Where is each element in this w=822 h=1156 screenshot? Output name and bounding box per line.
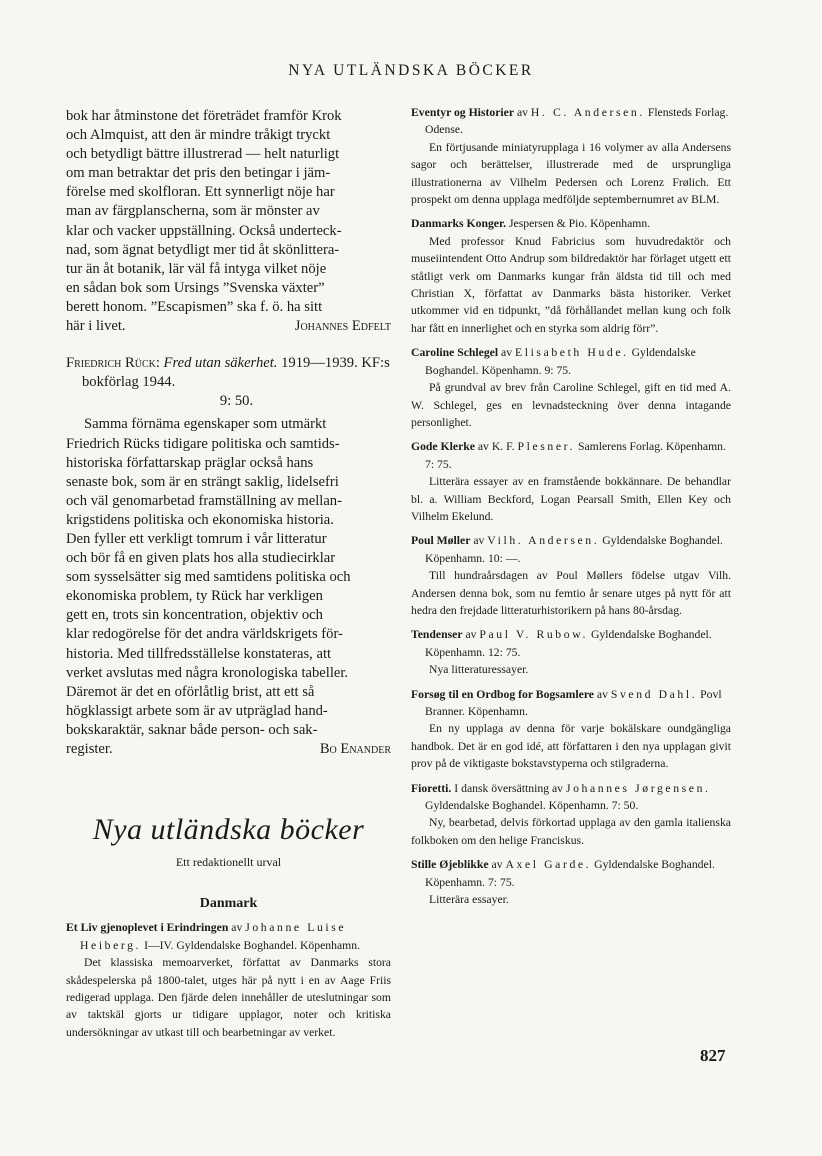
entry-publisher: Gyldendalske Boghandel. Köpenhamn. 7: 75. [425, 858, 715, 889]
book-entry [411, 856, 731, 908]
entry-title: Eventyr og Historier [411, 106, 515, 119]
entry-title: Et Liv gjenoplevet i Erindringen [66, 921, 229, 935]
entry-description: Till hundraårsdagen av Poul Møllers födelse utgav Vilh. Andersen denna bok, som nu femtio år senare utges på nytt för att hedra den frejdade litteraturhistorikern på hans 80-årsdag. [411, 569, 731, 617]
text-line: ekonomiska problem, ty Rück har verkligen [66, 588, 323, 605]
reviewer-signature: Bo Enander [319, 741, 391, 757]
text-line: förelse med skolfloran. Ett synnerligt nöje har [66, 184, 335, 201]
entry-by: av [516, 106, 528, 119]
text-line: en sådan bok som Ursings ”Svenska växter” [66, 279, 325, 296]
text-line: register. [66, 741, 113, 757]
country-heading: Danmark [199, 896, 258, 912]
entry-by: av [465, 628, 477, 642]
review-rueck-heading: Friedrich Rück: Fred utan säkerhet. 1919—1939. KF:s bokförlag 1944. 9: 50. [66, 354, 391, 411]
entry-description: Ny, bearbetad, delvis förkortad upplaga av den gamla italienska folkboken om den helige Franciskus. [411, 816, 731, 847]
entry-author: Plesner. [517, 440, 576, 454]
text-line: klar och vacker uppställning. Också underteck- [66, 222, 342, 239]
entry-title: Fioretti. [411, 781, 452, 795]
text-line: och betydligt bättre illustrerad — helt naturligt [66, 146, 340, 163]
reviewer-signature: Johannes Edfelt [294, 318, 391, 335]
entry-publisher: Gyldendalske Boghandel. Köpenhamn. 9: 75. [425, 346, 696, 377]
entry-by: av [473, 534, 485, 548]
text-line: tur än åt botanik, lär väl få intyga vilket nöje [66, 260, 327, 277]
entry-by: I dansk översättning av [454, 781, 564, 795]
text-line: gett en, trots sin koncentration, objektiv och [66, 607, 323, 624]
entry-publisher: Samlerens Forlag. Köpenhamn. 7: 75. [425, 440, 726, 471]
text-line: krigstidens politiska och ekonomiska historia. [66, 511, 334, 528]
entry-heading [411, 780, 731, 815]
book-title: Fred utan säkerhet. [163, 355, 278, 372]
book-entry [411, 344, 731, 431]
text-line: man av färgplanscherna, som är mönster av [66, 203, 320, 220]
review-rueck-text [66, 415, 391, 759]
entry-heading [411, 438, 731, 473]
entry-publisher: Gyldendalske Boghandel. Köpenhamn. 12: 75. [425, 628, 712, 659]
book-entry [411, 104, 731, 208]
text-line: Friedrich Rücks tidigare politiska och samtids- [66, 435, 340, 452]
book-author: Friedrich Rück [66, 355, 156, 372]
entry-title: Stille Øjeblikke [411, 858, 489, 872]
entry-author: Paul V. Rubow. [479, 628, 589, 642]
entry-title: Poul Møller [411, 534, 471, 548]
text-line: Samma förnäma egenskaper som utmärkt [84, 416, 327, 433]
left-column [66, 107, 391, 1048]
entry-title: Gode Klerke [411, 440, 475, 454]
text-line: klar redogörelse för det andra världskrigets för- [66, 626, 343, 643]
entry-heading [411, 104, 731, 139]
signature-row [66, 317, 391, 336]
text-line: högklassigt arbete som är av utpräglad hand- [66, 702, 328, 719]
entry-heading [411, 344, 731, 379]
entry-author: H. C. Andersen. [530, 106, 645, 119]
section-title: Nya utländska böcker [92, 813, 365, 847]
entry-by: av [596, 687, 608, 701]
book-entry [411, 438, 731, 525]
entry-publisher: Povl Branner. Köpenhamn. [425, 687, 722, 718]
entry-heading [411, 856, 731, 891]
running-head: NYA UTLÄNDSKA BÖCKER [288, 62, 534, 79]
entry-description: Med professor Knud Fabricius som huvudredaktör och museiintendent Otto Andrup som bildredaktör har förlaget utgett ett ståtligt verk om Danmarks kungar från äldsta tid till och med Christian X, författat av Danmarks bästa historiker. Verket utkommer vid en tidpunkt, ”då förhållandet mellan kung och folk har fått en innerlighet och en styrka som aldrig förr”. [411, 234, 731, 335]
text-line: Däremot är det en oförlåtlig brist, att ett så [66, 683, 315, 700]
text-line: historiska författarskap präglar också hans [66, 454, 314, 471]
text-line: och väl genomarbetad framställning av mellan- [66, 492, 342, 509]
entry-author: Elisabeth Hude. [514, 346, 629, 360]
text-line: historia. Med tillfredsställelse konstateras, att [66, 645, 332, 662]
entry-author: Vilh. Andersen. [487, 534, 600, 548]
entry-description: Litterära essayer. [429, 893, 509, 907]
entry-publisher: Gyldendalske Boghandel. Köpenhamn. 10: —. [425, 534, 723, 565]
entry-description: Nya litteraturessayer. [429, 663, 529, 677]
text-line: berett honom. ”Escapismen” ska f. ö. ha sitt [66, 298, 323, 315]
entry-title: Tendenser [411, 628, 463, 642]
book-entry [66, 919, 391, 1041]
text-line: här i livet. [66, 318, 126, 335]
entry-title: Caroline Schlegel [411, 346, 499, 360]
entry-publisher: Flensteds Forlag. Odense. [425, 106, 729, 137]
entry-by: av [501, 346, 513, 360]
book-entry [411, 686, 731, 773]
entry-publisher: Gyldendalske Boghandel. Köpenhamn. 7: 50. [425, 799, 639, 813]
entry-title: Forsøg til en Ordbog for Bogsamlere [411, 687, 594, 701]
entry-heading [411, 215, 731, 232]
book-entry [411, 780, 731, 850]
text-line: och Almquist, att den är mindre tråkigt tryckt [66, 127, 331, 144]
entry-heading [66, 919, 391, 954]
entry-description: På grundval av brev från Caroline Schlegel, gift en tid med A. W. Schlegel, ges en levnadsteckning över denna intagande personlighet. [411, 381, 731, 429]
entry-author: Axel Garde. [505, 858, 592, 872]
text-line: Den fyller ett verkligt tomrum i vår litteratur [66, 530, 327, 547]
entry-author: Johanne Luise Heiberg. [80, 921, 347, 952]
entry-heading [411, 626, 731, 661]
entry-by: av [491, 858, 503, 872]
text-line: bokskaraktär, saknar både person- och sak- [66, 721, 318, 738]
book-years: 1919—1939. [281, 355, 358, 372]
entry-author: Johannes Jørgensen. [565, 781, 711, 795]
entry-description: En ny upplaga av denna för varje bokälskare oundgängliga handbok. Det är en god idé, att författaren i den nya upplagan givit prov på de viktigaste bokstavstyperna och stilgraderna. [411, 722, 731, 771]
text-line: senaste bok, som är en strängt saklig, lidelsefri [66, 473, 339, 490]
text-line: om man betraktar det pris den betingar i jäm- [66, 165, 331, 182]
entry-author: Svend Dahl. [610, 687, 698, 701]
text-line: och bör få en given plats hos alla studiecirklar [66, 550, 336, 567]
entry-by: av [231, 921, 243, 935]
entry-description: En förtjusande miniatyrupplaga i 16 volymer av alla Andersens sagor och berättelser, illustrerade med de ursprungliga illustrationerna av Vilhelm Pedersen och Lorenz Frølich. Ett prospekt om denna upplaga medföljde septembernumret av BLM. [411, 140, 731, 207]
text-line: bok har åtminstone det företrädet framför Krok [66, 108, 342, 124]
review-edfelt-text [66, 107, 391, 336]
text-line: verket avslutas med några kronologiska tabeller. [66, 664, 349, 681]
book-entry [411, 215, 731, 337]
page-number: 827 [700, 1046, 726, 1065]
entry-description: Litterära essayer av en framstående bokkännare. De behandlar bl. a. William Beckford, Logan Pearsall Smith, Ellen Key och Vilhelm Ekelund. [411, 475, 731, 523]
entry-publisher: I—IV. Gyldendalske Boghandel. Köpenhamn. [144, 938, 361, 952]
book-publisher: KF:s bokförlag 1944. [82, 355, 390, 391]
entry-heading [411, 532, 731, 567]
book-entry [411, 532, 731, 619]
text-line: nad, som ägnat betydligt mer tid åt skönlittera- [66, 241, 340, 258]
entry-by: av K. F. [477, 440, 515, 454]
book-price: 9: 50. [219, 393, 254, 410]
signature-row [66, 740, 391, 759]
entry-title: Danmarks Konger. [411, 217, 507, 231]
entry-description: Det klassiska memoarverket, författat av Danmarks stora skådespelerska på 1800-talet, utges här på nytt i en av Aage Friis redigerad upplaga. Den fjärde delen innehåller de uteslutningar som av taktskäl gjorts ur tidigare upplagor, noter och kritiska undersökningar av utkast till och bearbetningar av verket. [66, 956, 391, 1039]
text-line: som sysselsätter sig med samtidens politiska och [66, 569, 351, 586]
book-entry [411, 626, 731, 678]
right-column [411, 104, 731, 915]
section-subtitle: Ett redaktionellt urval [175, 855, 282, 870]
entry-publisher: Jespersen & Pio. Köpenhamn. [508, 217, 651, 231]
entry-heading [411, 686, 731, 721]
